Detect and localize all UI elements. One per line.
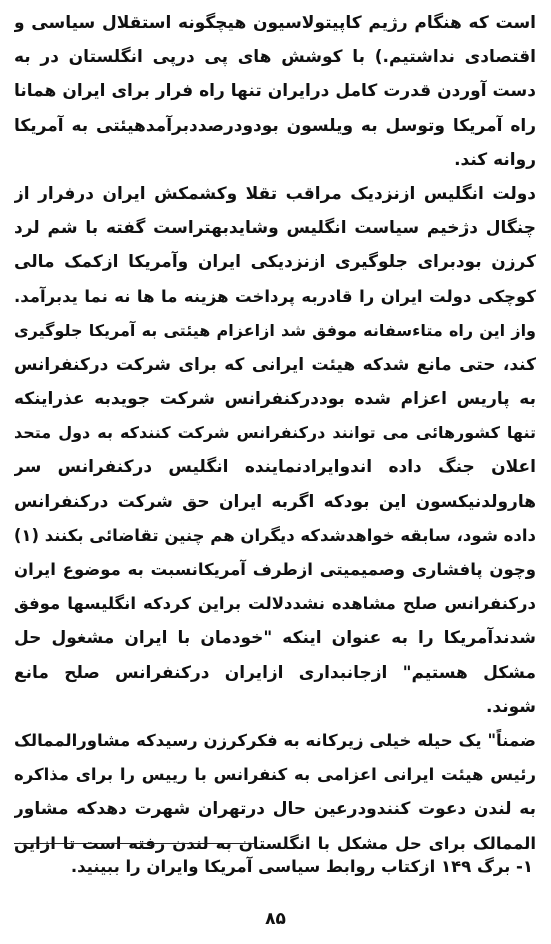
text-line: اقتصادی نداشتیم.) با کوشش های پی درپی انگلستان در به [14,47,536,68]
text-line: شوند. [485,696,536,717]
text-line: هارولدنیکسون این بودکه اگربه ایران حق شرکت درکنفرانس [14,491,536,512]
text-line: مشکل هستیم" ازجانبداری ازایران درکنفرانس صلح مانع [14,662,536,683]
text-line: کرزن بودبرای جلوگیری ازنزدیکی ایران وآمریکا ازکمک مالی [14,252,536,273]
footnote: ۱- برگ ۱۴۹ ازکتاب روابط سیاسی آمریکا وایران را ببینید. [70,857,533,876]
text-line: ضمناً" یک حیله خیلی زیرکانه به فکرکرزن رسیدکه مشاورالممالک [14,730,536,750]
text-line: دولت انگلیس ازنزدیک مراقب تقلا وکشمکش ایران درفرار از [14,183,536,204]
footnote-divider [14,843,254,844]
text-line: اعلان جنگ داده اندوایرادنماینده انگلیس درکنفرانس سر [14,457,536,478]
text-line: است که هنگام رژیم کاپیتولاسیون هیچگونه استقلال سیاسی و [14,13,536,33]
text-line: کند، حتی مانع شدکه هیئت ایرانی که برای شرکت درکنفرانس [14,354,536,375]
text-line: تنها کشورهائی می توانند درکنفرانس شرکت کنندکه به دول متحد [14,423,536,443]
body-text [14,6,536,861]
text-line: راه آمریکا وتوسل به ویلسون بودودرصددبرآمدهیئتی به آمریکا [14,115,536,136]
text-line: چنگال دژخیم سیاست انگلیس وشایدبهتراست گفته با شم لرد [14,218,536,239]
text-line: واز این راه متاءسفانه موفق شد ازاعزام هیئتی به آمریکا جلوگیری [14,320,536,340]
text-line: به پاریس اعزام شده بوددرکنفرانس شرکت جویدبه عذراینکه [14,389,536,410]
text-line: شدندآمریکا را به عنوان اینکه "خودمان با ایران مشغول حل [14,628,536,649]
text-line: روانه کند. [454,149,536,170]
text-line: رئیس هیئت ایرانی اعزامی به کنفرانس با رییس را برای مذاکره [14,765,536,785]
text-line: دست آوردن قدرت کامل درایران تنها راه فرار برای ایران همانا [14,81,536,102]
text-line: کوچکی دولت ایران را قادربه پرداخت هزینه ما ها نه نما یدبرآمد. [14,286,536,306]
text-line: داده شود، سابقه خواهدشدکه دیگران هم چنین تقاضائی بکنند (۱) [14,525,536,545]
text-line: درکنفرانس صلح مشاهده نشددلالت براین کردکه انگلیسها موفق [14,594,536,614]
text-line: الممالک برای حل مشکل با انگلستان به لندن رفته است تا ازاین [14,833,536,853]
page-number: ۸۵ [265,909,286,929]
text-line: به لندن دعوت کنندودرعین حال درتهران شهرت دهدکه مشاور [14,799,536,820]
text-line: وچون پافشاری وصمیمیتی ازطرف آمریکانسبت به موضوع ایران [14,560,536,579]
